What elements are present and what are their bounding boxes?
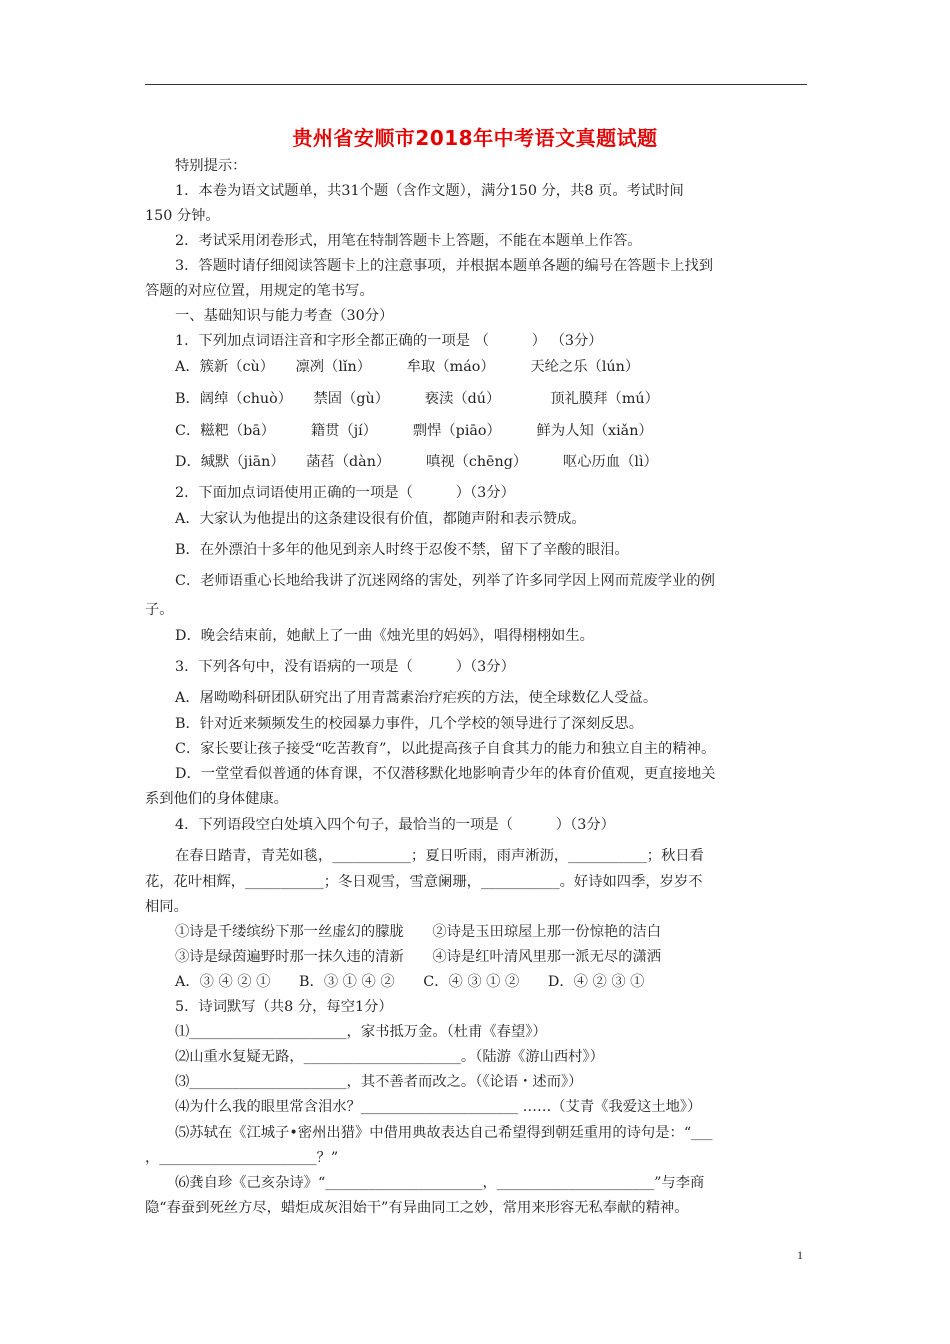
text-line: C．糍粑（bā） 籍贯（jí） 剽悍（piāo） 鲜为人知（xiǎn） bbox=[175, 423, 653, 439]
text-line: ⑵山重水复疑无路，______________________。（陆游《游山西村》） bbox=[175, 1049, 604, 1065]
text-line: ⑸苏轼在《江城子•密州出猎》中借用典故表达自己希望得到朝廷重用的诗句是：“___ bbox=[175, 1125, 713, 1141]
page-number: 1 bbox=[797, 1248, 803, 1262]
text-line: ⑶______________________，其不善者而改之。（《论语・述而》） bbox=[175, 1074, 583, 1090]
text-line: 150 分钟。 bbox=[145, 208, 220, 224]
text-line: C．老师语重心长地给我讲了沉迷网络的害处，列举了许多同学因上网而荒废学业的例 bbox=[175, 573, 715, 589]
text-line: D．晚会结束前，她献上了一曲《烛光里的妈妈》，唱得栩栩如生。 bbox=[175, 628, 594, 644]
text-line: 答题的对应位置，用规定的笔书写。 bbox=[145, 283, 374, 299]
text-line: A．簇新（cù） 凛冽（lǐn） 牟取（máo） 天纶之乐（lún） bbox=[175, 359, 640, 375]
text-line: D．缄默（jiān） 菡萏（dàn） 嗔视（chēng） 呕心历血（lì） bbox=[175, 454, 658, 470]
text-line: 3．下列各句中，没有语病的一项是（ ）（3分） bbox=[175, 659, 515, 675]
text-line: 1．下列加点词语注音和字形全都正确的一项是 （ ） （3分） bbox=[175, 333, 603, 349]
text-line: A．大家认为他提出的这条建设很有价值，都随声附和表示赞成。 bbox=[175, 511, 586, 527]
text-line: 在春日踏青，青芜如毯，___________；夏日听雨，雨声淅沥，___________；秋日看 bbox=[175, 848, 704, 864]
text-line: 4．下列语段空白处填入四个句子，最恰当的一项是（ ）（3分） bbox=[175, 817, 615, 833]
text-line: 隐“春蚕到死丝方尽，蜡炬成灰泪始干”有异曲同工之妙，常用来形容无私奉献的精神。 bbox=[145, 1200, 689, 1216]
text-line: 1．本卷为语文试题单，共31个题（含作文题），满分150 分，共8 页。考试时间 bbox=[175, 183, 684, 199]
text-line: ③诗是绿茵遍野时那一抹久违的清新 ④诗是红叶清风里那一派无尽的潇洒 bbox=[175, 949, 662, 965]
text-line: 特别提示： bbox=[175, 158, 247, 174]
text-line: A．屠呦呦科研团队研究出了用青蒿素治疗疟疾的方法，使全球数亿人受益。 bbox=[175, 690, 658, 706]
text-line: C．家长要让孩子接受“吃苦教育”，以此提高孩子自食其力的能力和独立自主的精神。 bbox=[175, 741, 716, 757]
text-line: B．阔绰（chuò） 禁固（gù） 亵渎（dú） 顶礼膜拜（mú） bbox=[175, 391, 659, 407]
text-line: 2．下面加点词语使用正确的一项是（ ）（3分） bbox=[175, 485, 515, 501]
text-line: B．针对近来频频发生的校园暴力事件，几个学校的领导进行了深刻反思。 bbox=[175, 716, 644, 732]
text-line: 花，花叶相辉，___________；冬日观雪，雪意阑珊，___________。好诗如四季，岁岁不 bbox=[145, 874, 703, 890]
text-line: 子。 bbox=[145, 602, 174, 618]
text-line: 2．考试采用闭卷形式，用笔在特制答题卡上答题，不能在本题单上作答。 bbox=[175, 233, 642, 249]
text-line: ⑹龚自珍《己亥杂诗》“______________________，______________________”与李商 bbox=[175, 1175, 705, 1191]
text-line: ⑴______________________，家书抵万金。（杜甫《春望》） bbox=[175, 1024, 547, 1040]
text-line: 3．答题时请仔细阅读答题卡上的注意事项，并根据本题单各题的编号在答题卡上找到 bbox=[175, 258, 714, 274]
text-line: ⑷为什么我的眼里常含泪水？______________________ ……（艾青《我爱这土地》） bbox=[175, 1099, 702, 1115]
text-line: ①诗是千缕缤纷下那一丝虚幻的朦胧 ②诗是玉田琼屋上那一份惊艳的洁白 bbox=[175, 924, 662, 940]
text-line: 系到他们的身体健康。 bbox=[145, 791, 288, 807]
page-title: 贵州省安顺市2018年中考语文真题试题 bbox=[292, 126, 658, 150]
text-line: A．③ ④ ② ① B．③ ① ④ ② C．④ ③ ① ② D．④ ② ③ ① bbox=[175, 974, 645, 990]
text-line: ，______________________？” bbox=[145, 1150, 339, 1166]
text-line: B．在外漂泊十多年的他见到亲人时终于忍俊不禁，留下了辛酸的眼泪。 bbox=[175, 542, 629, 558]
text-line: D．一堂堂看似普通的体育课，不仅潜移默化地影响青少年的体育价值观，更直接地关 bbox=[175, 766, 716, 782]
text-line: 相同。 bbox=[145, 899, 188, 915]
text-line: 一、基础知识与能力考查（30分） bbox=[175, 308, 394, 324]
header-rule bbox=[145, 84, 807, 85]
text-line: 5．诗词默写（共8 分，每空1分） bbox=[175, 999, 393, 1015]
